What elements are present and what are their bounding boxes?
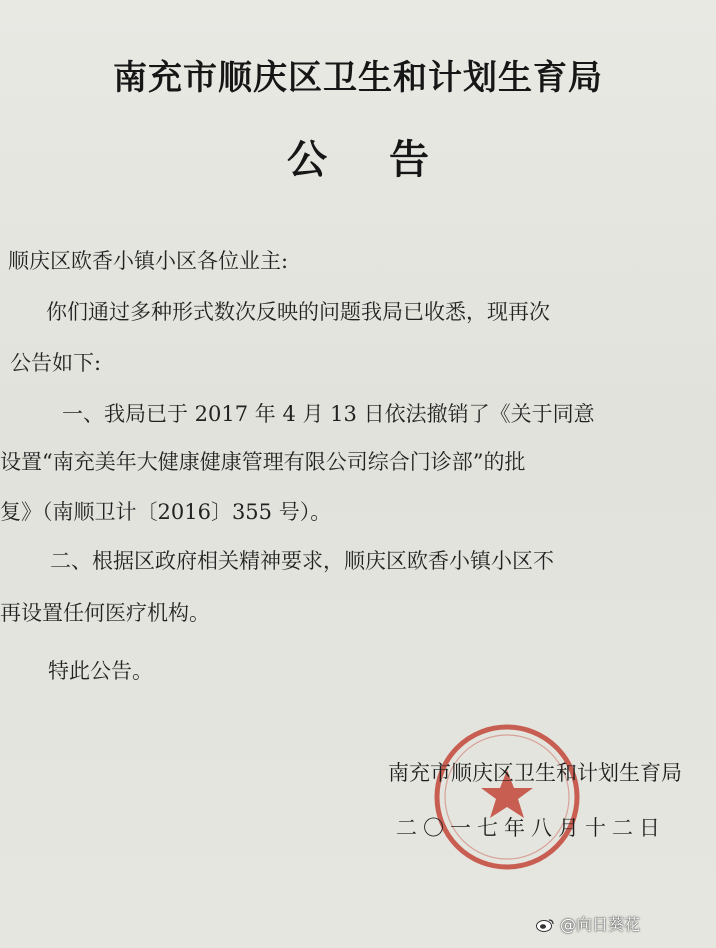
paragraph-line: 设置“南充美年大健康健康管理有限公司综合门诊部”的批	[0, 450, 526, 474]
paragraph-line: 一、我局已于 2017 年 4 月 13 日依法撤销了《关于同意	[62, 402, 595, 426]
official-seal	[432, 722, 582, 872]
paragraph-line: 你们通过多种形式数次反映的问题我局已收悉，现再次	[46, 300, 550, 324]
issuing-org-title: 南充市顺庆区卫生和计划生育局	[113, 58, 603, 98]
signature-org: 南充市顺庆区卫生和计划生育局	[388, 761, 682, 785]
weibo-watermark	[536, 912, 640, 935]
paragraph-line: 复》（南顺卫计〔2016〕355 号）。	[0, 500, 332, 524]
salutation-line: 顺庆区欧香小镇小区各位业主:	[8, 249, 289, 273]
watermark-text: @向日葵花	[560, 915, 641, 934]
paragraph-line: 再设置任何医疗机构。	[0, 601, 210, 625]
paragraph-line: 公告如下:	[10, 351, 102, 375]
closing-line: 特此公告。	[48, 659, 153, 683]
document-type-title: 公告	[287, 137, 491, 183]
paragraph-line: 二、根据区政府相关精神要求，顺庆区欧香小镇小区不	[50, 549, 554, 573]
weibo-icon	[536, 918, 554, 932]
signature-date: 二〇一七年八月十二日	[396, 816, 666, 840]
